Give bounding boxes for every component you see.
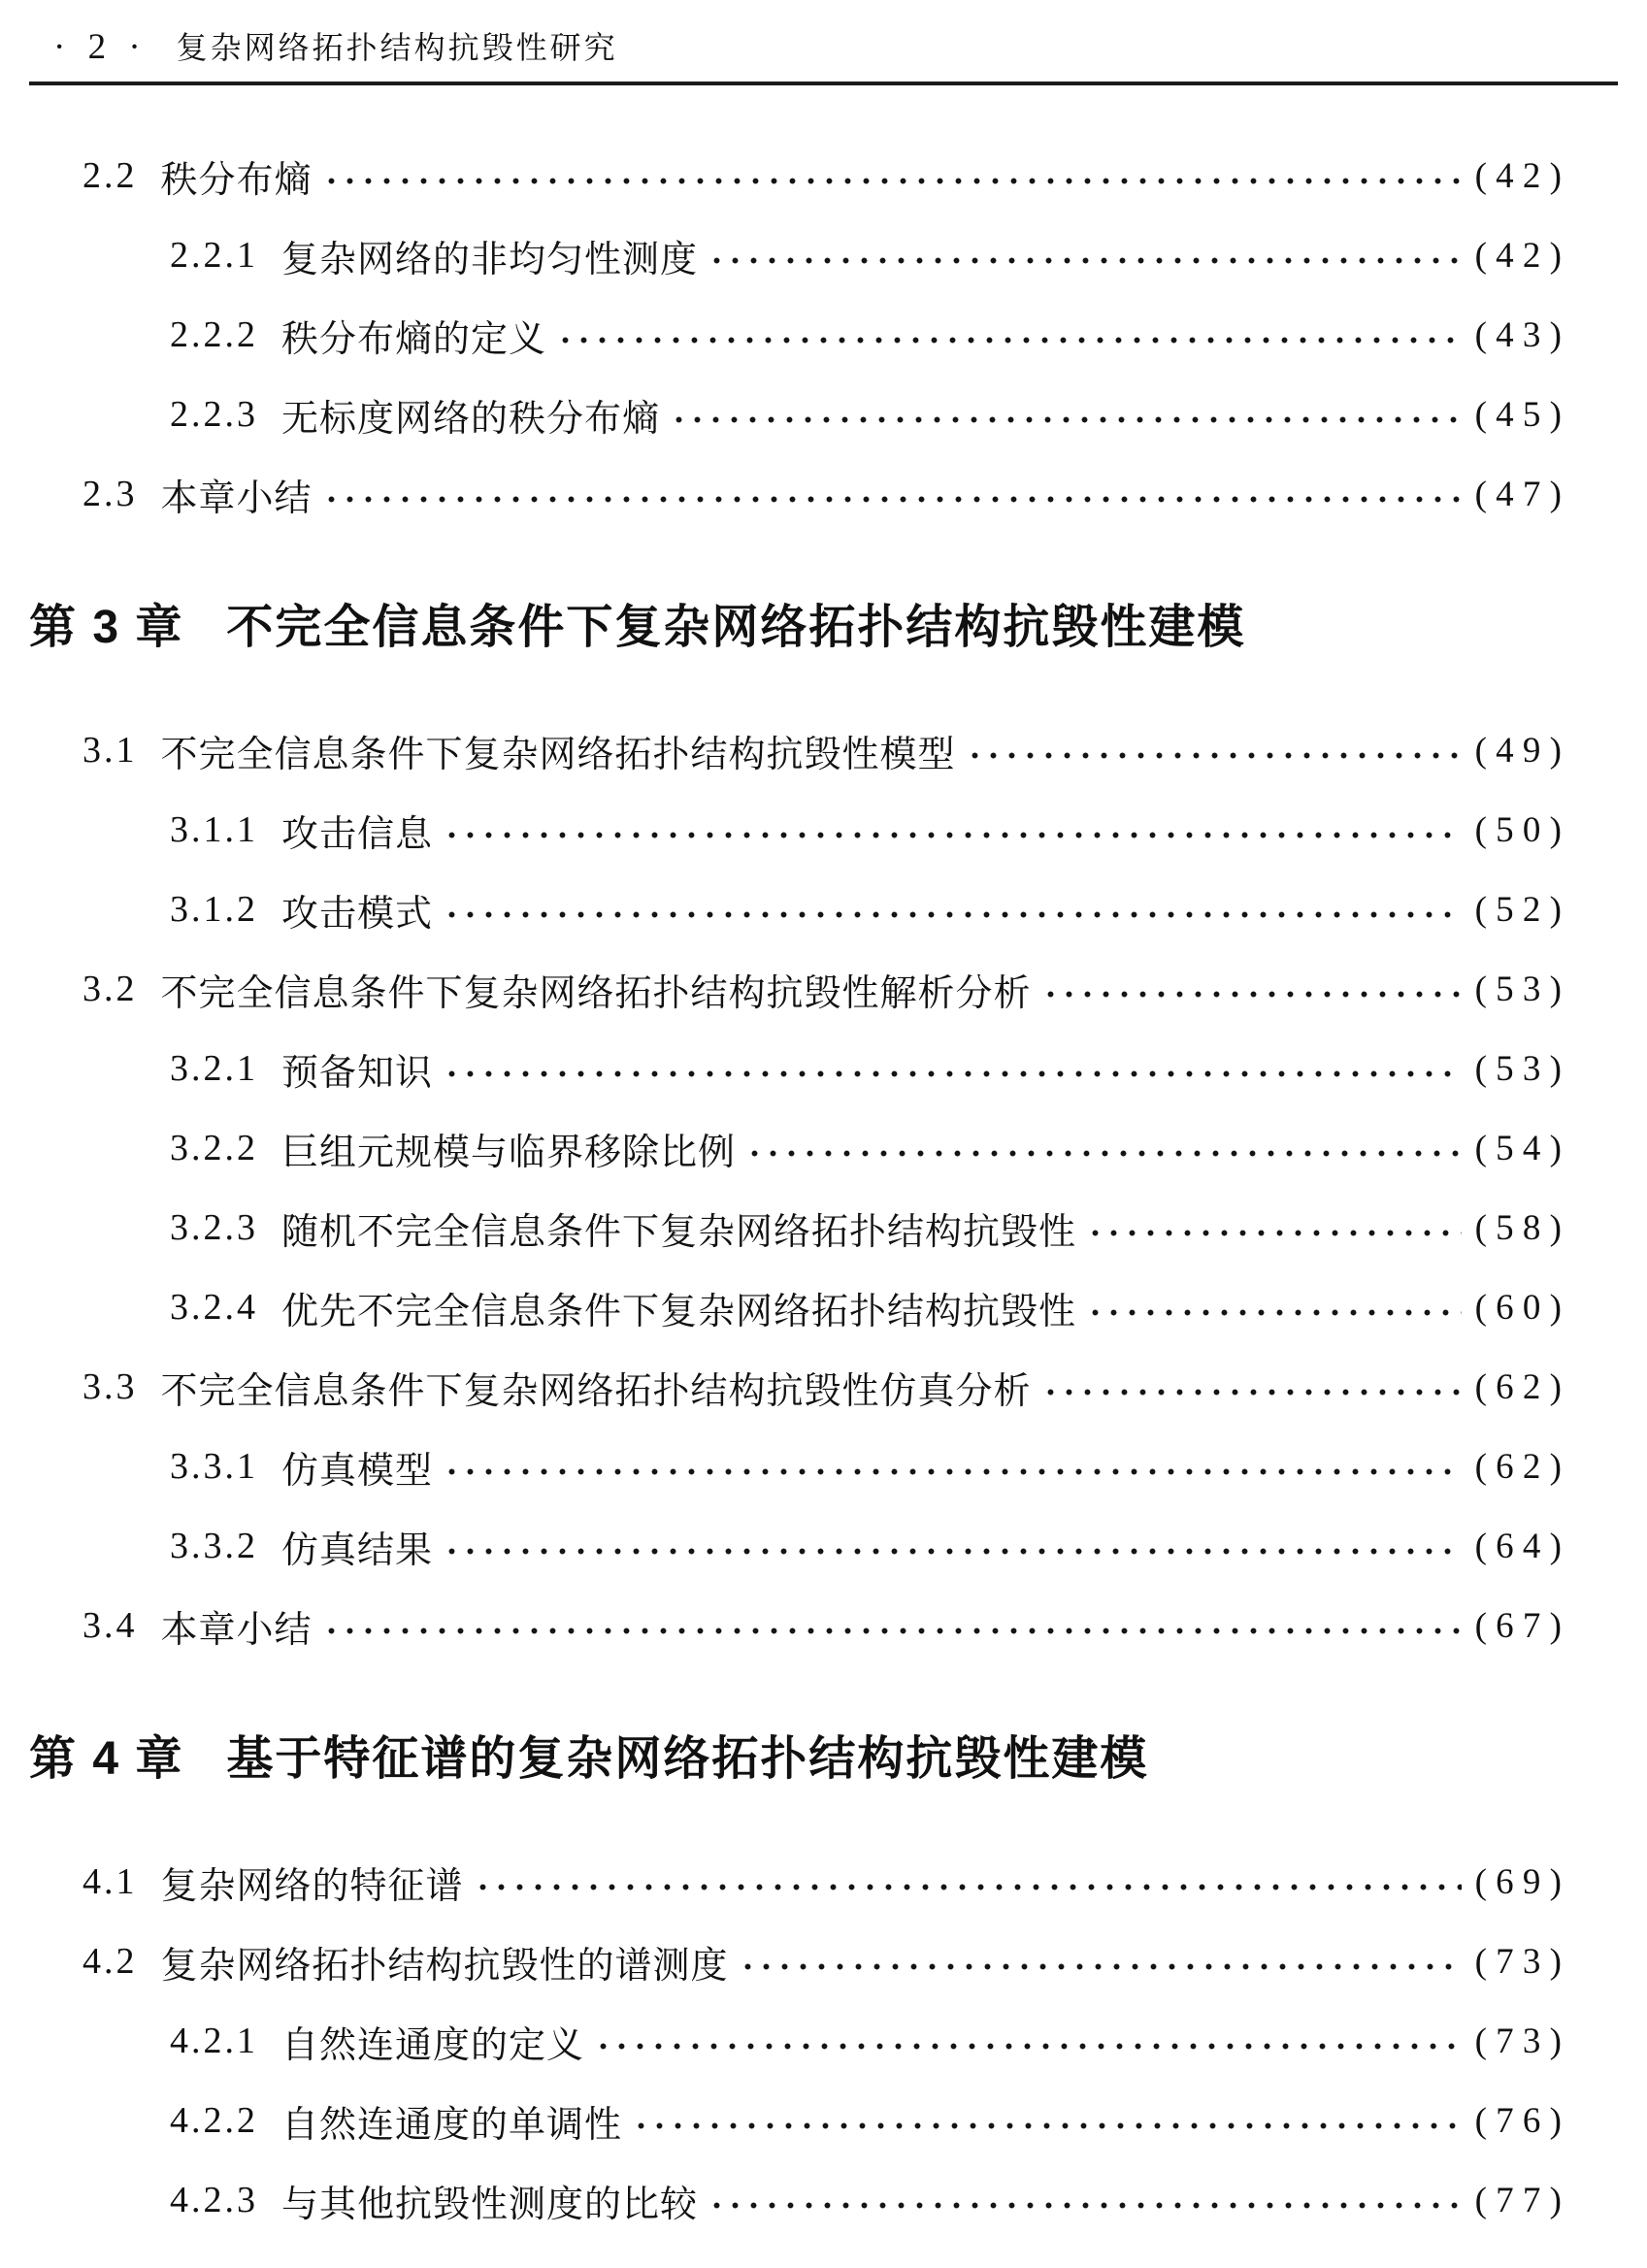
dot-leader <box>443 790 1462 870</box>
chapter-title: 不完全信息条件下复杂网络拓扑结构抗毁性建模 <box>226 601 1246 653</box>
toc-entry-number: 3.3 <box>82 1366 138 1407</box>
header-running-title: 复杂网络拓扑结构抗毁性研究 <box>176 30 618 65</box>
toc-entry-number: 3.4 <box>82 1605 138 1646</box>
toc-entry-page: ( 4 9 ) <box>1474 730 1562 771</box>
toc-entry-number: 3.2.2 <box>170 1128 258 1168</box>
toc-entry <box>170 295 1562 375</box>
toc-entry-page: ( 6 2 ) <box>1474 1366 1562 1407</box>
toc-entry <box>170 1188 1562 1267</box>
dot-leader <box>443 1029 1462 1108</box>
toc-entry-page: ( 6 9 ) <box>1474 1861 1562 1902</box>
toc-entry-number: 3.2.4 <box>170 1287 258 1328</box>
dot-leader <box>474 1842 1462 1922</box>
toc-entry-title: 自然连通度的定义 <box>281 2024 585 2066</box>
toc-entry-title: 与其他抗毁性测度的比较 <box>281 2184 699 2225</box>
toc-entry-page: ( 6 4 ) <box>1474 1526 1562 1566</box>
chapter-number: 第 4 章 <box>29 1732 184 1785</box>
toc-entry <box>82 1922 1562 2001</box>
toc-entry-page: ( 6 7 ) <box>1474 1605 1562 1646</box>
toc-entry-page: ( 7 6 ) <box>1474 2100 1562 2141</box>
toc-entry-number: 3.2 <box>82 969 138 1009</box>
toc-entry-title: 攻击信息 <box>281 813 434 855</box>
toc-entry <box>170 1506 1562 1586</box>
toc-entry-page: ( 6 2 ) <box>1474 1446 1562 1487</box>
dot-leader <box>556 295 1462 375</box>
toc-entry-title: 不完全信息条件下复杂网络拓扑结构抗毁性解析分析 <box>160 972 1032 1014</box>
dot-leader <box>745 1108 1462 1188</box>
dot-leader <box>632 2081 1462 2160</box>
toc-entry <box>170 2001 1562 2081</box>
toc-entry-title: 复杂网络的非均匀性测度 <box>281 239 699 280</box>
toc-entry-title: 自然连通度的单调性 <box>281 2104 623 2146</box>
toc-entry-title: 优先不完全信息条件下复杂网络拓扑结构抗毁性 <box>281 1291 1077 1332</box>
toc-entry <box>170 2160 1562 2240</box>
toc-list <box>0 85 1647 2240</box>
toc-entry-number: 3.1.1 <box>170 809 258 850</box>
toc-entry <box>82 454 1562 534</box>
dot-leader <box>443 1427 1462 1506</box>
toc-entry <box>82 136 1562 215</box>
toc-entry <box>170 215 1562 295</box>
toc-entry <box>170 375 1562 454</box>
toc-entry-page: ( 7 3 ) <box>1474 1941 1562 1982</box>
dot-leader <box>443 1506 1462 1586</box>
dot-leader <box>443 870 1462 949</box>
toc-entry-number: 3.3.1 <box>170 1446 258 1487</box>
toc-entry <box>170 2081 1562 2160</box>
toc-entry-title: 随机不完全信息条件下复杂网络拓扑结构抗毁性 <box>281 1211 1077 1253</box>
dot-leader <box>708 2160 1462 2240</box>
toc-entry <box>82 949 1562 1029</box>
toc-entry-title: 不完全信息条件下复杂网络拓扑结构抗毁性仿真分析 <box>160 1370 1032 1412</box>
toc-entry <box>170 1427 1562 1506</box>
toc-entry-title: 预备知识 <box>281 1052 434 1094</box>
toc-entry-number: 3.1.2 <box>170 889 258 930</box>
toc-entry-page: ( 5 3 ) <box>1474 969 1562 1009</box>
toc-entry-page: ( 4 2 ) <box>1474 235 1562 276</box>
toc-entry <box>170 870 1562 949</box>
toc-entry-number: 4.1 <box>82 1861 138 1902</box>
toc-entry-number: 2.2 <box>82 155 138 196</box>
dot-leader <box>322 454 1462 534</box>
toc-entry <box>82 710 1562 790</box>
toc-entry-page: ( 4 2 ) <box>1474 155 1562 196</box>
toc-chapter-heading <box>29 580 1562 664</box>
toc-entry-title: 本章小结 <box>160 477 313 519</box>
toc-entry-page: ( 4 3 ) <box>1474 314 1562 355</box>
toc-entry-number: 2.2.3 <box>170 394 258 435</box>
toc-entry-page: ( 5 0 ) <box>1474 809 1562 850</box>
toc-entry-page: ( 5 2 ) <box>1474 889 1562 930</box>
toc-entry-title: 秩分布熵的定义 <box>281 318 547 360</box>
toc-entry-page: ( 6 0 ) <box>1474 1287 1562 1328</box>
toc-entry-number: 3.3.2 <box>170 1526 258 1566</box>
dot-leader <box>670 375 1462 454</box>
toc-entry-number: 3.2.1 <box>170 1048 258 1089</box>
dot-leader <box>322 136 1462 215</box>
toc-entry <box>82 1586 1562 1665</box>
toc-entry-number: 4.2.2 <box>170 2100 258 2141</box>
toc-entry-number: 2.2.2 <box>170 314 258 355</box>
toc-entry <box>170 790 1562 870</box>
toc-entry-title: 本章小结 <box>160 1609 313 1651</box>
dot-leader <box>322 1586 1462 1665</box>
toc-entry-page: ( 7 7 ) <box>1474 2180 1562 2220</box>
toc-entry-title: 仿真模型 <box>281 1450 434 1492</box>
toc-entry-page: ( 7 3 ) <box>1474 2021 1562 2061</box>
toc-chapter-heading <box>29 1712 1562 1795</box>
toc-entry <box>82 1347 1562 1427</box>
toc-entry-title: 复杂网络拓扑结构抗毁性的谱测度 <box>160 1945 729 1987</box>
dot-leader <box>708 215 1462 295</box>
toc-entry-page: ( 5 8 ) <box>1474 1207 1562 1248</box>
toc-entry-title: 攻击模式 <box>281 893 434 935</box>
toc-entry-number: 2.3 <box>82 474 138 514</box>
toc-entry <box>170 1108 1562 1188</box>
toc-entry-number: 4.2.1 <box>170 2021 258 2061</box>
toc-entry-title: 无标度网络的秩分布熵 <box>281 398 661 440</box>
dot-leader <box>1041 1347 1462 1427</box>
dot-leader <box>966 710 1462 790</box>
dot-leader <box>1041 949 1462 1029</box>
toc-entry-title: 巨组元规模与临界移除比例 <box>281 1132 737 1173</box>
toc-entry-page: ( 5 4 ) <box>1474 1128 1562 1168</box>
toc-entry <box>170 1267 1562 1347</box>
dot-leader <box>594 2001 1462 2081</box>
toc-entry-number: 3.2.3 <box>170 1207 258 1248</box>
dot-leader <box>739 1922 1462 2001</box>
toc-entry-title: 秩分布熵 <box>160 159 313 201</box>
toc-entry-number: 2.2.1 <box>170 235 258 276</box>
toc-entry-page: ( 4 7 ) <box>1474 474 1562 514</box>
toc-entry-title: 复杂网络的特征谱 <box>160 1865 464 1907</box>
chapter-title: 基于特征谱的复杂网络拓扑结构抗毁性建模 <box>226 1732 1149 1785</box>
toc-entry <box>82 1842 1562 1922</box>
toc-entry-title: 不完全信息条件下复杂网络拓扑结构抗毁性模型 <box>160 734 956 775</box>
toc-entry-page: ( 5 3 ) <box>1474 1048 1562 1089</box>
toc-entry-page: ( 4 5 ) <box>1474 394 1562 435</box>
dot-leader <box>1086 1267 1462 1347</box>
toc-entry-number: 3.1 <box>82 730 138 771</box>
dot-leader <box>1086 1188 1462 1267</box>
header-page-number: · 2 · <box>53 27 148 67</box>
toc-entry <box>170 1029 1562 1108</box>
chapter-number: 第 3 章 <box>29 601 184 653</box>
toc-entry-number: 4.2 <box>82 1941 138 1982</box>
toc-entry-title: 仿真结果 <box>281 1529 434 1571</box>
page-header <box>0 0 1647 68</box>
toc-entry-number: 4.2.3 <box>170 2180 258 2220</box>
